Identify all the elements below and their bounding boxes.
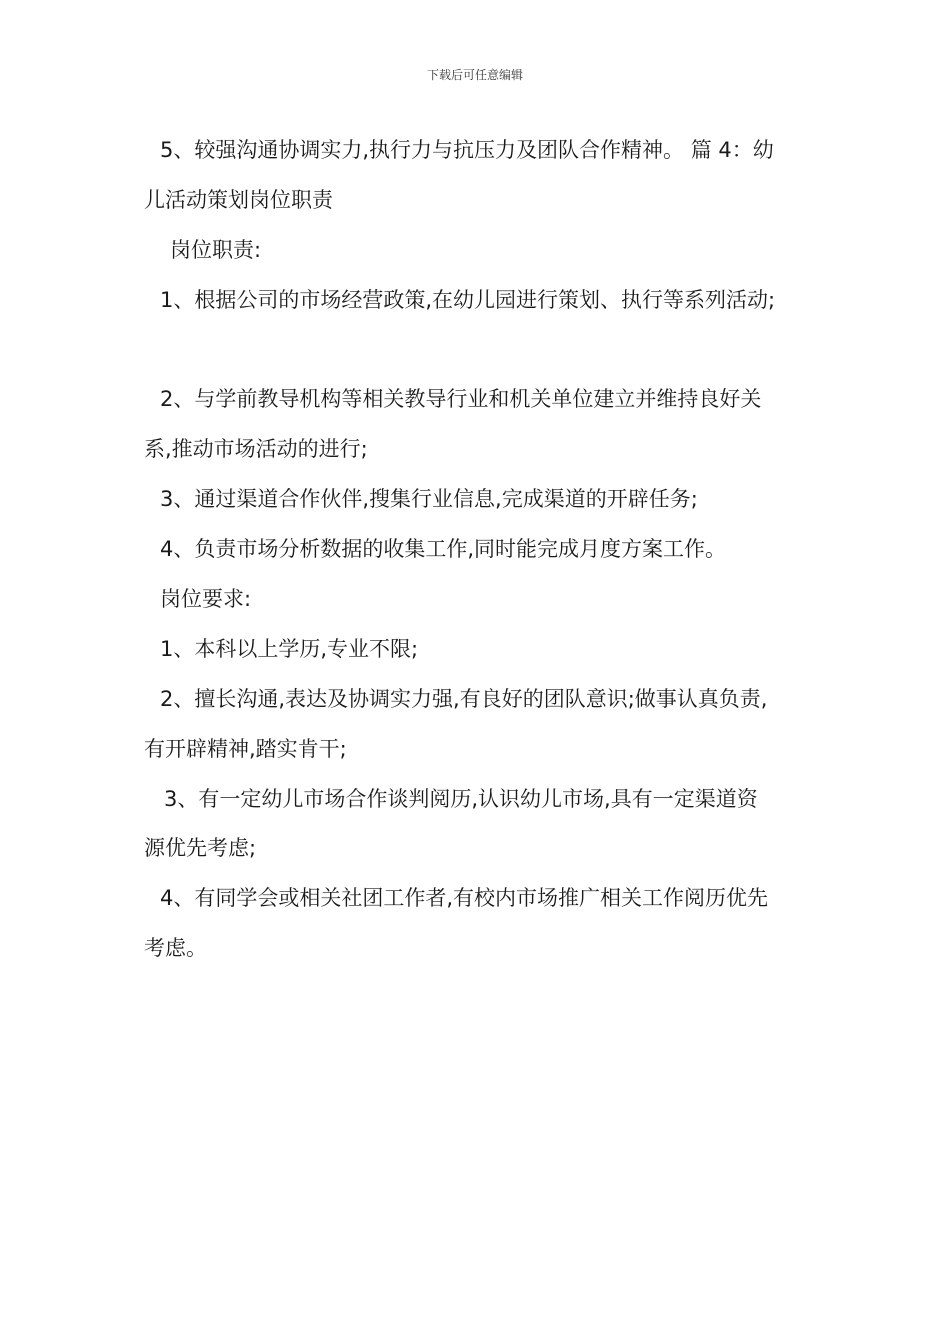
paragraph-line: 考虑。 <box>144 936 207 960</box>
paragraph-line: 2、与学前教导机构等相关教导行业和机关单位建立并维持良好关 <box>160 387 762 411</box>
paragraph-line: 有开辟精神,踏实肯干; <box>144 737 347 761</box>
section-heading: 岗位职责: <box>170 238 262 262</box>
paragraph-line: 5、较强沟通协调实力,执行力与抗压力及团队合作精神。 篇 4：幼 <box>160 138 774 162</box>
paragraph-line: 儿活动策划岗位职责 <box>144 188 333 212</box>
paragraph-line: 系,推动市场活动的进行; <box>144 437 368 461</box>
page-header-note: 下载后可任意编辑 <box>426 68 523 82</box>
paragraph-line: 2、擅长沟通,表达及协调实力强,有良好的团队意识;做事认真负责, <box>160 687 768 711</box>
section-heading: 岗位要求: <box>160 587 252 611</box>
paragraph-line: 3、通过渠道合作伙伴,搜集行业信息,完成渠道的开辟任务; <box>160 487 698 511</box>
paragraph-line: 4、负责市场分析数据的收集工作,同时能完成月度方案工作。 <box>160 537 727 561</box>
paragraph-line: 1、根据公司的市场经营政策,在幼儿园进行策划、执行等系列活动; <box>160 288 776 312</box>
paragraph-line: 3、有一定幼儿市场合作谈判阅历,认识幼儿市场,具有一定渠道资 <box>164 787 758 811</box>
paragraph-line: 4、有同学会或相关社团工作者,有校内市场推广相关工作阅历优先 <box>160 886 769 910</box>
paragraph-line: 源优先考虑; <box>144 836 257 860</box>
paragraph-line: 1、本科以上学历,专业不限; <box>160 637 419 661</box>
